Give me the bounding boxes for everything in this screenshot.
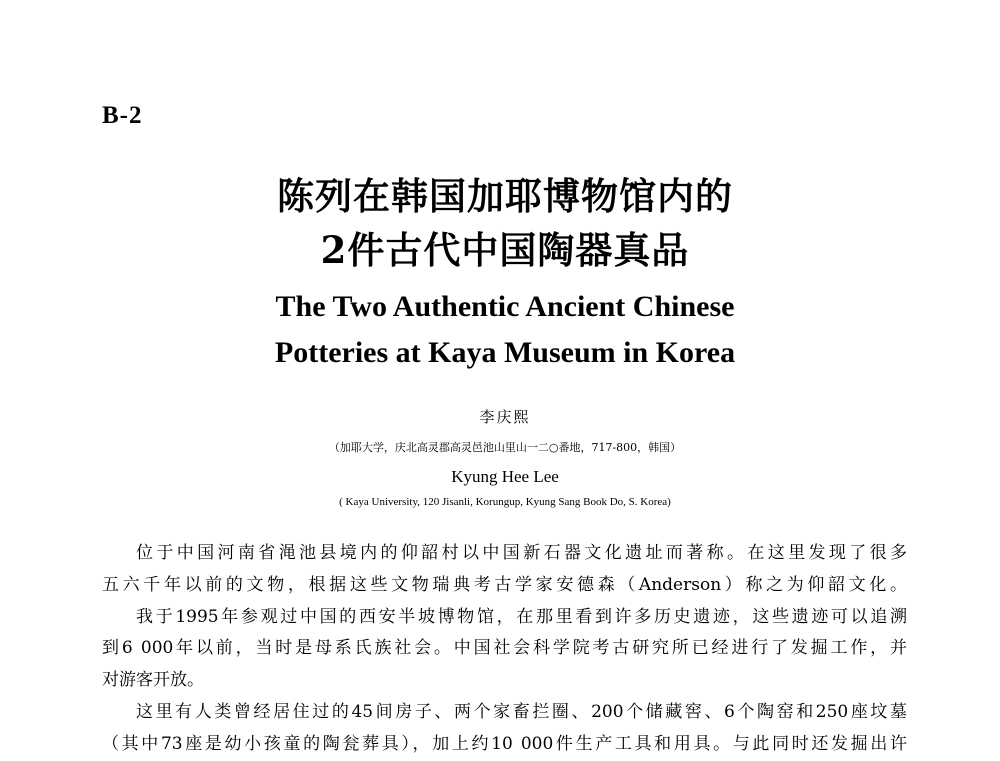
body-line: 到6 000年以前，当时是母系氏族社会。中国社会科学院考古研究所已经进行了发掘工作，并 (102, 638, 907, 659)
author-name-chinese: 李庆熙 (479, 408, 531, 426)
section-code: B-2 (102, 102, 143, 129)
body-line: 位于中国河南省渑池县境内的仰韶村以中国新石器文化遗址而著称。在这里发现了很多 (136, 543, 907, 563)
author-name-english: Kyung Hee Lee (451, 467, 559, 486)
author-affiliation-english: ( Kaya University, 120 Jisanli, Korungup, Kyung Sang Book Do, S. Korea) (339, 496, 671, 508)
body-line: 五六千年以前的文物，根据这些文物瑞典考古学家安德森（Anderson）称之为仰韶文化。 (102, 574, 907, 595)
body-text (102, 538, 907, 761)
body-line: 这里有人类曾经居住过的45间房子、两个家畜拦圈、200个储藏窖、6个陶窑和250座坟墓 (136, 701, 907, 722)
body-line: 我于1995年参观过中国的西安半坡博物馆，在那里看到许多历史遗迹，这些遗迹可以追溯 (136, 606, 907, 627)
body-line: 对游客开放。 (102, 670, 204, 691)
title-chinese-line-2: 2件古代中国陶器真品 (320, 228, 690, 272)
title-english-line-2: Potteries at Kaya Museum in Korea (274, 336, 736, 369)
title-english-line-1: The Two Authentic Ancient Chinese (275, 290, 735, 323)
title-chinese-line-1: 陈列在韩国加耶博物馆内的 (277, 174, 733, 218)
author-affiliation-chinese: （加耶大学，庆北高灵郡高灵邑池山里山一二○番地，717-800，韩国） (328, 441, 682, 454)
body-line: （其中73座是幼小孩童的陶瓮葬具），加上约10 000件生产工具和用具。与此同时还发掘出许 (102, 733, 907, 754)
